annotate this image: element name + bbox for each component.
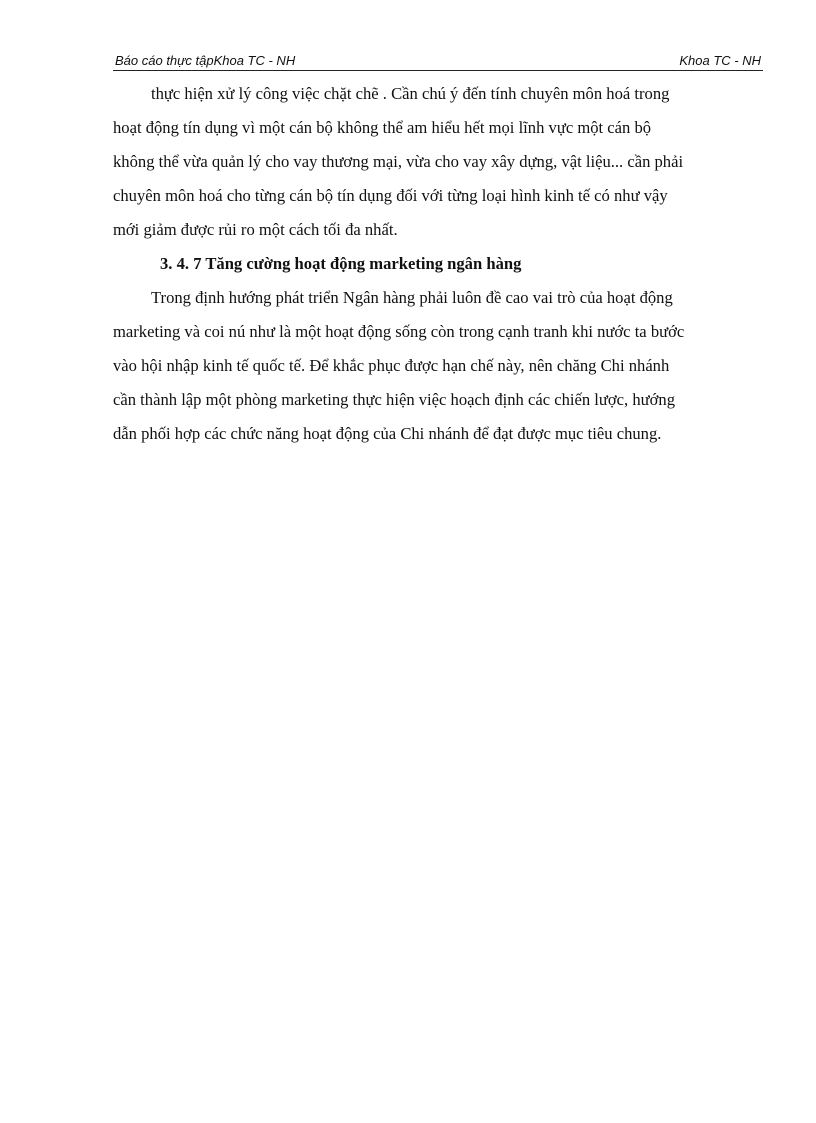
paragraph-line: mới giảm được rủi ro một cách tối đa nhất. (113, 220, 398, 239)
header-left-title: Báo cáo thực tậpKhoa TC - NH (115, 53, 296, 68)
paragraph-line: hoạt động tín dụng vì một cán bộ không thể am hiểu hết mọi lĩnh vực một cán bộ (113, 118, 652, 137)
header-right-title: Khoa TC - NH (679, 53, 761, 68)
paragraph-line: chuyên môn hoá cho từng cán bộ tín dụng đối với từng loại hình kinh tế có như vậy (113, 186, 668, 205)
page-header (113, 52, 763, 71)
paragraph-line: không thể vừa quản lý cho vay thương mại, vừa cho vay xây dựng, vật liệu... cần phải (113, 152, 684, 171)
paragraph-line: cần thành lập một phòng marketing thực hiện việc hoạch định các chiến lược, hướng (113, 390, 675, 409)
paragraph-line: marketing và coi nú như là một hoạt động sống còn trong cạnh tranh khi nước ta bước (113, 322, 685, 341)
section-heading: 3. 4. 7 Tăng cường hoạt động marketing ngân hàng (160, 254, 522, 273)
paragraph-line: thực hiện xử lý công việc chặt chẽ . Cần chú ý đến tính chuyên môn hoá trong (151, 84, 670, 103)
paragraph-line: Trong định hướng phát triển Ngân hàng phải luôn đề cao vai trò của hoạt động (151, 288, 673, 307)
paragraph-line: vào hội nhập kinh tế quốc tế. Để khắc phục được hạn chế này, nên chăng Chi nhánh (113, 356, 670, 375)
paragraph-line: dẫn phối hợp các chức năng hoạt động của Chi nhánh để đạt được mục tiêu chung. (113, 424, 662, 443)
